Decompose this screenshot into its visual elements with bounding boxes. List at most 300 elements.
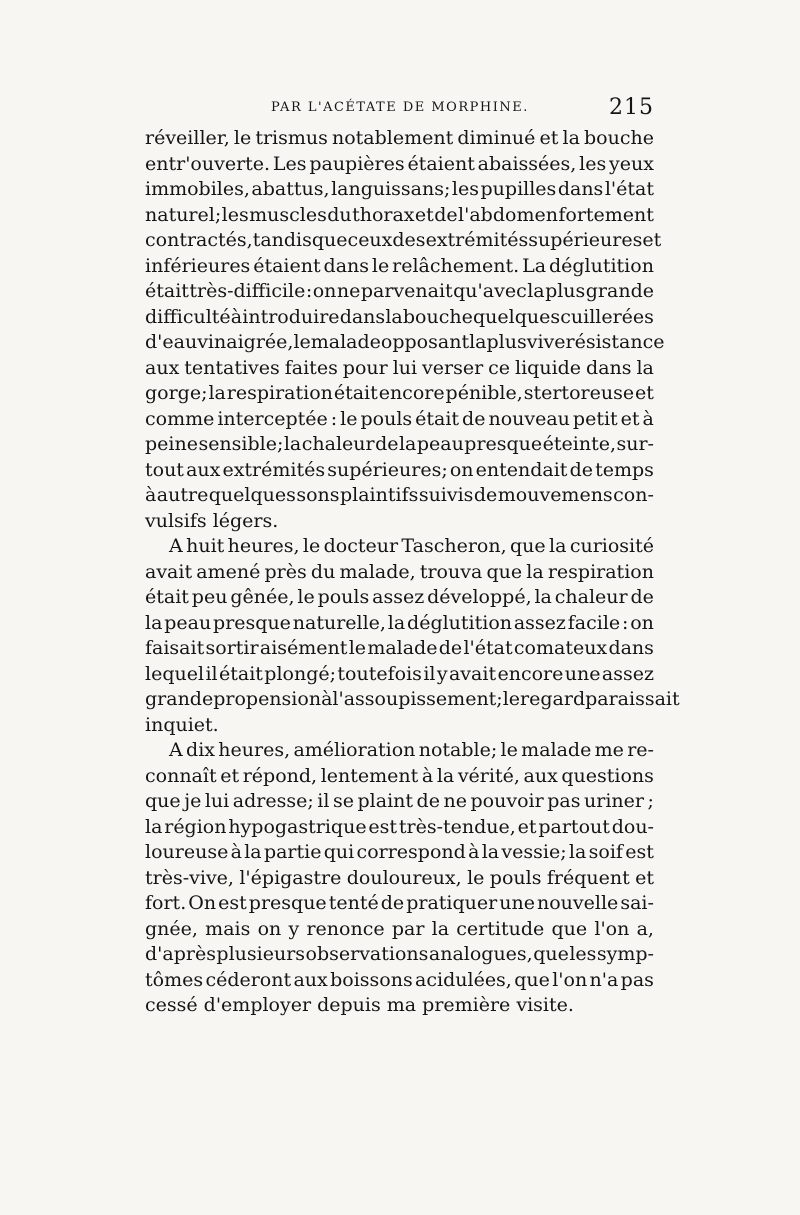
- word: nouvelle: [537, 892, 619, 914]
- text-line: [145, 917, 654, 943]
- word: certitude: [456, 917, 545, 940]
- word: :: [622, 611, 629, 634]
- word: y: [288, 917, 300, 940]
- word: est: [368, 815, 398, 838]
- word: que: [510, 535, 546, 557]
- word: La: [522, 254, 547, 277]
- word: dix: [186, 739, 215, 761]
- word: de: [630, 586, 654, 608]
- word: assez: [601, 662, 654, 685]
- word: à: [230, 305, 243, 328]
- word: notable;: [418, 739, 498, 761]
- text-line: [145, 687, 680, 713]
- word: répond,: [242, 764, 318, 787]
- word: très-difficile: [189, 280, 306, 302]
- word: la: [469, 331, 487, 353]
- word: pouvoir: [470, 790, 544, 812]
- word: de: [462, 407, 486, 430]
- word: docteur: [323, 535, 399, 557]
- word: pouls: [489, 866, 542, 889]
- word: temps: [595, 458, 654, 481]
- word: dans: [586, 356, 632, 379]
- word: presque: [248, 892, 327, 914]
- word: suivis: [418, 484, 474, 506]
- word: l'état: [604, 178, 654, 200]
- word: céderont: [205, 968, 292, 991]
- word: notablement: [332, 127, 454, 149]
- word: la: [431, 917, 450, 940]
- word: vinaigrée,: [197, 331, 294, 353]
- text-line: [145, 432, 654, 458]
- word: grande: [145, 688, 214, 710]
- word: soif: [588, 841, 623, 863]
- word: languissans;: [331, 178, 451, 200]
- word: trismus: [255, 127, 328, 149]
- word: plaint: [357, 790, 414, 812]
- text-line: [145, 840, 654, 866]
- word: lentement: [320, 764, 419, 787]
- word: il: [317, 790, 330, 812]
- word: faites: [284, 356, 338, 379]
- word: les: [221, 203, 249, 226]
- word: douloureux,: [346, 866, 462, 889]
- word: d'eau: [145, 331, 198, 353]
- word: pas: [547, 790, 581, 812]
- text-line: [145, 534, 654, 560]
- word: la: [534, 586, 552, 608]
- word: introduire: [242, 305, 340, 328]
- word: le: [233, 127, 252, 149]
- text-line: [145, 636, 654, 662]
- word: presque: [213, 611, 291, 634]
- running-title: PAR L'ACÉTATE DE MORPHINE.: [271, 100, 529, 115]
- word: du: [310, 560, 336, 583]
- word: abaissées,: [477, 152, 577, 175]
- word: supérieures;: [327, 458, 448, 481]
- word: fréquent: [546, 866, 630, 889]
- word: sortir: [205, 637, 259, 659]
- word: chaleur: [554, 586, 628, 608]
- word: con-: [613, 484, 654, 506]
- word: diminué: [457, 127, 536, 149]
- text-line: [145, 381, 654, 407]
- word: les: [569, 943, 597, 965]
- word: questions: [561, 764, 654, 787]
- word: re-: [627, 739, 654, 761]
- word: toutefois: [337, 662, 422, 685]
- word: a,: [636, 917, 654, 940]
- word: y: [436, 662, 448, 685]
- word: résistance: [565, 331, 665, 353]
- word: était: [145, 280, 189, 302]
- word: la: [387, 611, 406, 634]
- word: trouva: [419, 560, 483, 583]
- word: la: [145, 815, 163, 838]
- word: sur-: [616, 433, 654, 455]
- word: renonce: [306, 917, 385, 940]
- word: dans: [557, 178, 604, 200]
- word: quelques: [472, 305, 561, 328]
- word: nouveau: [488, 407, 570, 430]
- word: Tascheron,: [401, 535, 507, 557]
- word: le: [293, 331, 311, 353]
- word: adresse;: [232, 790, 314, 812]
- word: déglutition: [407, 611, 513, 634]
- text-line: [145, 891, 654, 917]
- word: le: [302, 535, 321, 557]
- text-line: [145, 611, 654, 637]
- word: pas: [620, 968, 654, 991]
- text-line: [145, 203, 654, 229]
- word: est: [218, 892, 247, 914]
- word: les: [451, 178, 479, 200]
- word: vérité,: [457, 764, 520, 787]
- word: le: [371, 254, 390, 277]
- word: ceux: [347, 229, 393, 251]
- text-line: [145, 764, 654, 790]
- word: respiration: [547, 560, 654, 583]
- word: de: [380, 892, 405, 914]
- text-line: [145, 279, 654, 305]
- word: connaît: [145, 764, 217, 787]
- word: stertoreuse: [523, 382, 635, 404]
- word: à: [145, 484, 157, 506]
- word: :: [305, 280, 313, 302]
- word: à: [421, 764, 434, 787]
- word: plus: [486, 331, 527, 353]
- word: symp-: [596, 943, 654, 965]
- word: était: [333, 382, 378, 404]
- word: tenté: [328, 892, 379, 914]
- word: cuillerées: [560, 305, 654, 328]
- word: une: [564, 662, 601, 685]
- word: ;: [647, 790, 654, 812]
- word: encore: [378, 382, 445, 404]
- word: comme: [145, 407, 215, 430]
- word: lui: [204, 790, 230, 812]
- word: observations: [305, 943, 429, 965]
- word: extrémités: [222, 458, 326, 481]
- word: l'on: [594, 917, 630, 940]
- word: n'a: [589, 968, 619, 991]
- word: pénible,: [445, 382, 523, 404]
- word: paupières: [309, 152, 405, 175]
- word: la: [527, 280, 545, 302]
- text-line: [145, 458, 654, 484]
- word: malade: [310, 331, 381, 353]
- word: heures,: [227, 535, 300, 557]
- word: chaleur: [301, 433, 375, 455]
- word: que: [551, 917, 588, 940]
- word: de: [473, 484, 498, 506]
- word: que: [486, 560, 523, 583]
- word: petit: [572, 407, 618, 430]
- word: quelques: [208, 484, 296, 506]
- word: extrémités: [425, 229, 529, 251]
- word: lui: [392, 356, 418, 379]
- word: me: [594, 739, 624, 761]
- word: vive: [526, 331, 566, 353]
- word: loureuse: [145, 841, 229, 863]
- word: se: [332, 790, 354, 812]
- word: était: [145, 586, 189, 608]
- word: étaient: [407, 152, 475, 175]
- text-line: [145, 483, 654, 509]
- word: tout: [145, 458, 184, 481]
- text-line: [145, 662, 654, 688]
- word: la: [436, 764, 455, 787]
- word: partout: [538, 815, 610, 838]
- word: plus: [545, 280, 586, 302]
- word: huit: [186, 535, 225, 557]
- text-line: [145, 126, 654, 152]
- word: correspond: [356, 841, 466, 863]
- word: paraissait: [585, 688, 680, 710]
- word: presque: [464, 433, 543, 455]
- word: à: [468, 841, 480, 863]
- word: d'après: [145, 943, 216, 965]
- word: peau: [164, 611, 212, 634]
- word: la: [385, 305, 403, 328]
- word: Les: [272, 152, 307, 175]
- word: déglutition: [548, 254, 654, 277]
- word: avait: [145, 560, 193, 583]
- word: et: [635, 866, 654, 889]
- word: pratiquer: [406, 892, 498, 914]
- word: que: [311, 229, 348, 251]
- word: tentatives: [184, 356, 280, 379]
- word: faisait: [145, 637, 205, 659]
- word: était: [218, 662, 263, 685]
- word: malade: [521, 739, 592, 761]
- word: réveiller,: [145, 127, 230, 149]
- word: comateux: [513, 637, 608, 659]
- word: les: [579, 152, 607, 175]
- word: dans: [608, 637, 654, 659]
- word: la: [568, 841, 587, 863]
- body-text: [145, 126, 680, 1019]
- word: la: [398, 433, 417, 455]
- word: heures,: [218, 739, 291, 761]
- word: la: [562, 127, 580, 149]
- word: la: [481, 841, 500, 863]
- text-line: [145, 330, 665, 356]
- word: des: [392, 229, 426, 251]
- word: abattus,: [251, 178, 330, 200]
- word: parvenait: [360, 280, 453, 302]
- word: amené: [196, 560, 261, 583]
- word: et: [517, 815, 537, 838]
- word: on: [449, 458, 474, 481]
- text-line: [145, 789, 654, 815]
- word: analogues,: [428, 943, 533, 965]
- word: peine: [145, 433, 198, 455]
- word: je: [184, 790, 202, 812]
- word: mais: [205, 917, 251, 940]
- text-line: [145, 228, 662, 254]
- word: immobiles,: [145, 178, 250, 200]
- word: pour: [342, 356, 388, 379]
- word: regard: [520, 688, 586, 710]
- text-line: [145, 738, 654, 764]
- word: aux: [145, 356, 180, 379]
- word: gorge;: [145, 382, 208, 404]
- word: et: [539, 127, 559, 149]
- word: pouls: [360, 407, 413, 430]
- word: l'épigastre: [239, 866, 342, 889]
- word: la: [636, 356, 654, 379]
- word: à: [642, 407, 654, 430]
- word: muscles: [249, 203, 327, 226]
- word: très-vive,: [145, 866, 234, 889]
- word: curiosité: [569, 535, 654, 557]
- text-line: cessé d'employer depuis ma première visite.: [145, 994, 574, 1016]
- text-line: [145, 305, 654, 331]
- text-line: [145, 942, 654, 968]
- word: et: [635, 382, 654, 404]
- word: gnée,: [145, 917, 198, 940]
- word: contractés,: [145, 229, 253, 251]
- word: fort.: [145, 892, 187, 914]
- word: la: [526, 560, 544, 583]
- text-line: [145, 152, 654, 178]
- word: et: [220, 764, 240, 787]
- text-line: [145, 560, 654, 586]
- word: l'assoupissement;: [332, 688, 503, 710]
- word: on: [257, 917, 282, 940]
- text-line: [145, 866, 654, 892]
- running-head: [145, 92, 654, 124]
- word: naturelle,: [292, 611, 386, 634]
- word: entr'ouverte.: [145, 152, 271, 175]
- word: bouche: [584, 127, 654, 149]
- word: acidulées,: [415, 968, 512, 991]
- word: et: [620, 407, 640, 430]
- word: plaintifs: [339, 484, 419, 506]
- word: qu'avec: [453, 280, 527, 302]
- word: la: [145, 611, 163, 634]
- word: amélioration: [293, 739, 416, 761]
- word: liquide: [515, 356, 582, 379]
- word: il: [205, 662, 218, 685]
- word: bouche: [402, 305, 473, 328]
- word: malade: [367, 637, 438, 659]
- word: interceptée: [217, 407, 328, 430]
- word: assez: [372, 586, 425, 608]
- word: de: [569, 458, 593, 481]
- word: éteinte,: [542, 433, 616, 455]
- word: relâchement.: [392, 254, 520, 277]
- word: le: [348, 637, 367, 659]
- word: et: [414, 203, 434, 226]
- word: et: [642, 229, 662, 251]
- word: hypogastrique: [228, 815, 367, 838]
- word: de: [438, 637, 463, 659]
- word: ce: [488, 356, 511, 379]
- word: A: [169, 535, 183, 557]
- word: dou-: [611, 815, 654, 838]
- word: inférieures: [145, 254, 251, 277]
- word: région: [164, 815, 227, 838]
- word: malade,: [339, 560, 416, 583]
- word: l'abdomen: [458, 203, 558, 226]
- word: une: [499, 892, 535, 914]
- word: uriner: [584, 790, 644, 812]
- word: opposant: [380, 331, 470, 353]
- word: le: [502, 688, 521, 710]
- word: respiration: [226, 382, 333, 404]
- word: fortement: [558, 203, 654, 226]
- word: avait: [448, 662, 497, 685]
- word: du: [327, 203, 352, 226]
- word: étaient: [253, 254, 321, 277]
- word: à: [230, 841, 242, 863]
- word: à: [321, 688, 333, 710]
- word: boissons: [330, 968, 413, 991]
- word: entendait: [475, 458, 568, 481]
- word: lequel: [145, 662, 205, 685]
- word: le: [297, 586, 315, 608]
- word: de: [434, 203, 458, 226]
- word: par: [391, 917, 425, 940]
- word: pouls: [317, 586, 370, 608]
- word: facile: [567, 611, 621, 634]
- word: le: [500, 739, 518, 761]
- word: aux: [186, 458, 221, 481]
- text-line: [145, 407, 654, 433]
- word: l'état: [463, 637, 513, 659]
- word: assez: [513, 611, 566, 634]
- word: de: [375, 433, 399, 455]
- word: est: [625, 841, 654, 863]
- word: verser: [422, 356, 484, 379]
- word: qui: [323, 841, 355, 863]
- text-line: [145, 177, 654, 203]
- word: pupilles: [480, 178, 557, 200]
- word: la: [208, 382, 226, 404]
- word: :: [330, 407, 338, 430]
- word: la: [549, 535, 567, 557]
- word: le: [467, 866, 485, 889]
- word: tandis: [252, 229, 312, 251]
- word: plusieurs: [216, 943, 306, 965]
- word: naturel;: [145, 203, 222, 226]
- word: on: [312, 280, 337, 302]
- word: sai-: [620, 892, 654, 914]
- text-line: [145, 585, 654, 611]
- text-line: [145, 356, 654, 382]
- text-line: inquiet.: [145, 713, 219, 736]
- word: autre: [156, 484, 209, 506]
- word: vessie;: [501, 841, 567, 863]
- word: que: [533, 943, 569, 965]
- word: la: [244, 841, 262, 863]
- word: l'on: [552, 968, 588, 991]
- word: était: [415, 407, 460, 430]
- word: dans: [323, 254, 370, 277]
- word: que: [145, 790, 181, 812]
- word: propension: [213, 688, 322, 710]
- word: partie: [263, 841, 322, 863]
- page-number: 215: [609, 95, 654, 120]
- text-line: vulsifs légers.: [145, 509, 279, 532]
- word: la: [283, 433, 302, 455]
- word: sons: [296, 484, 340, 506]
- word: près: [264, 560, 307, 583]
- word: développé,: [427, 586, 532, 608]
- word: tômes: [145, 968, 204, 991]
- word: de: [416, 790, 440, 812]
